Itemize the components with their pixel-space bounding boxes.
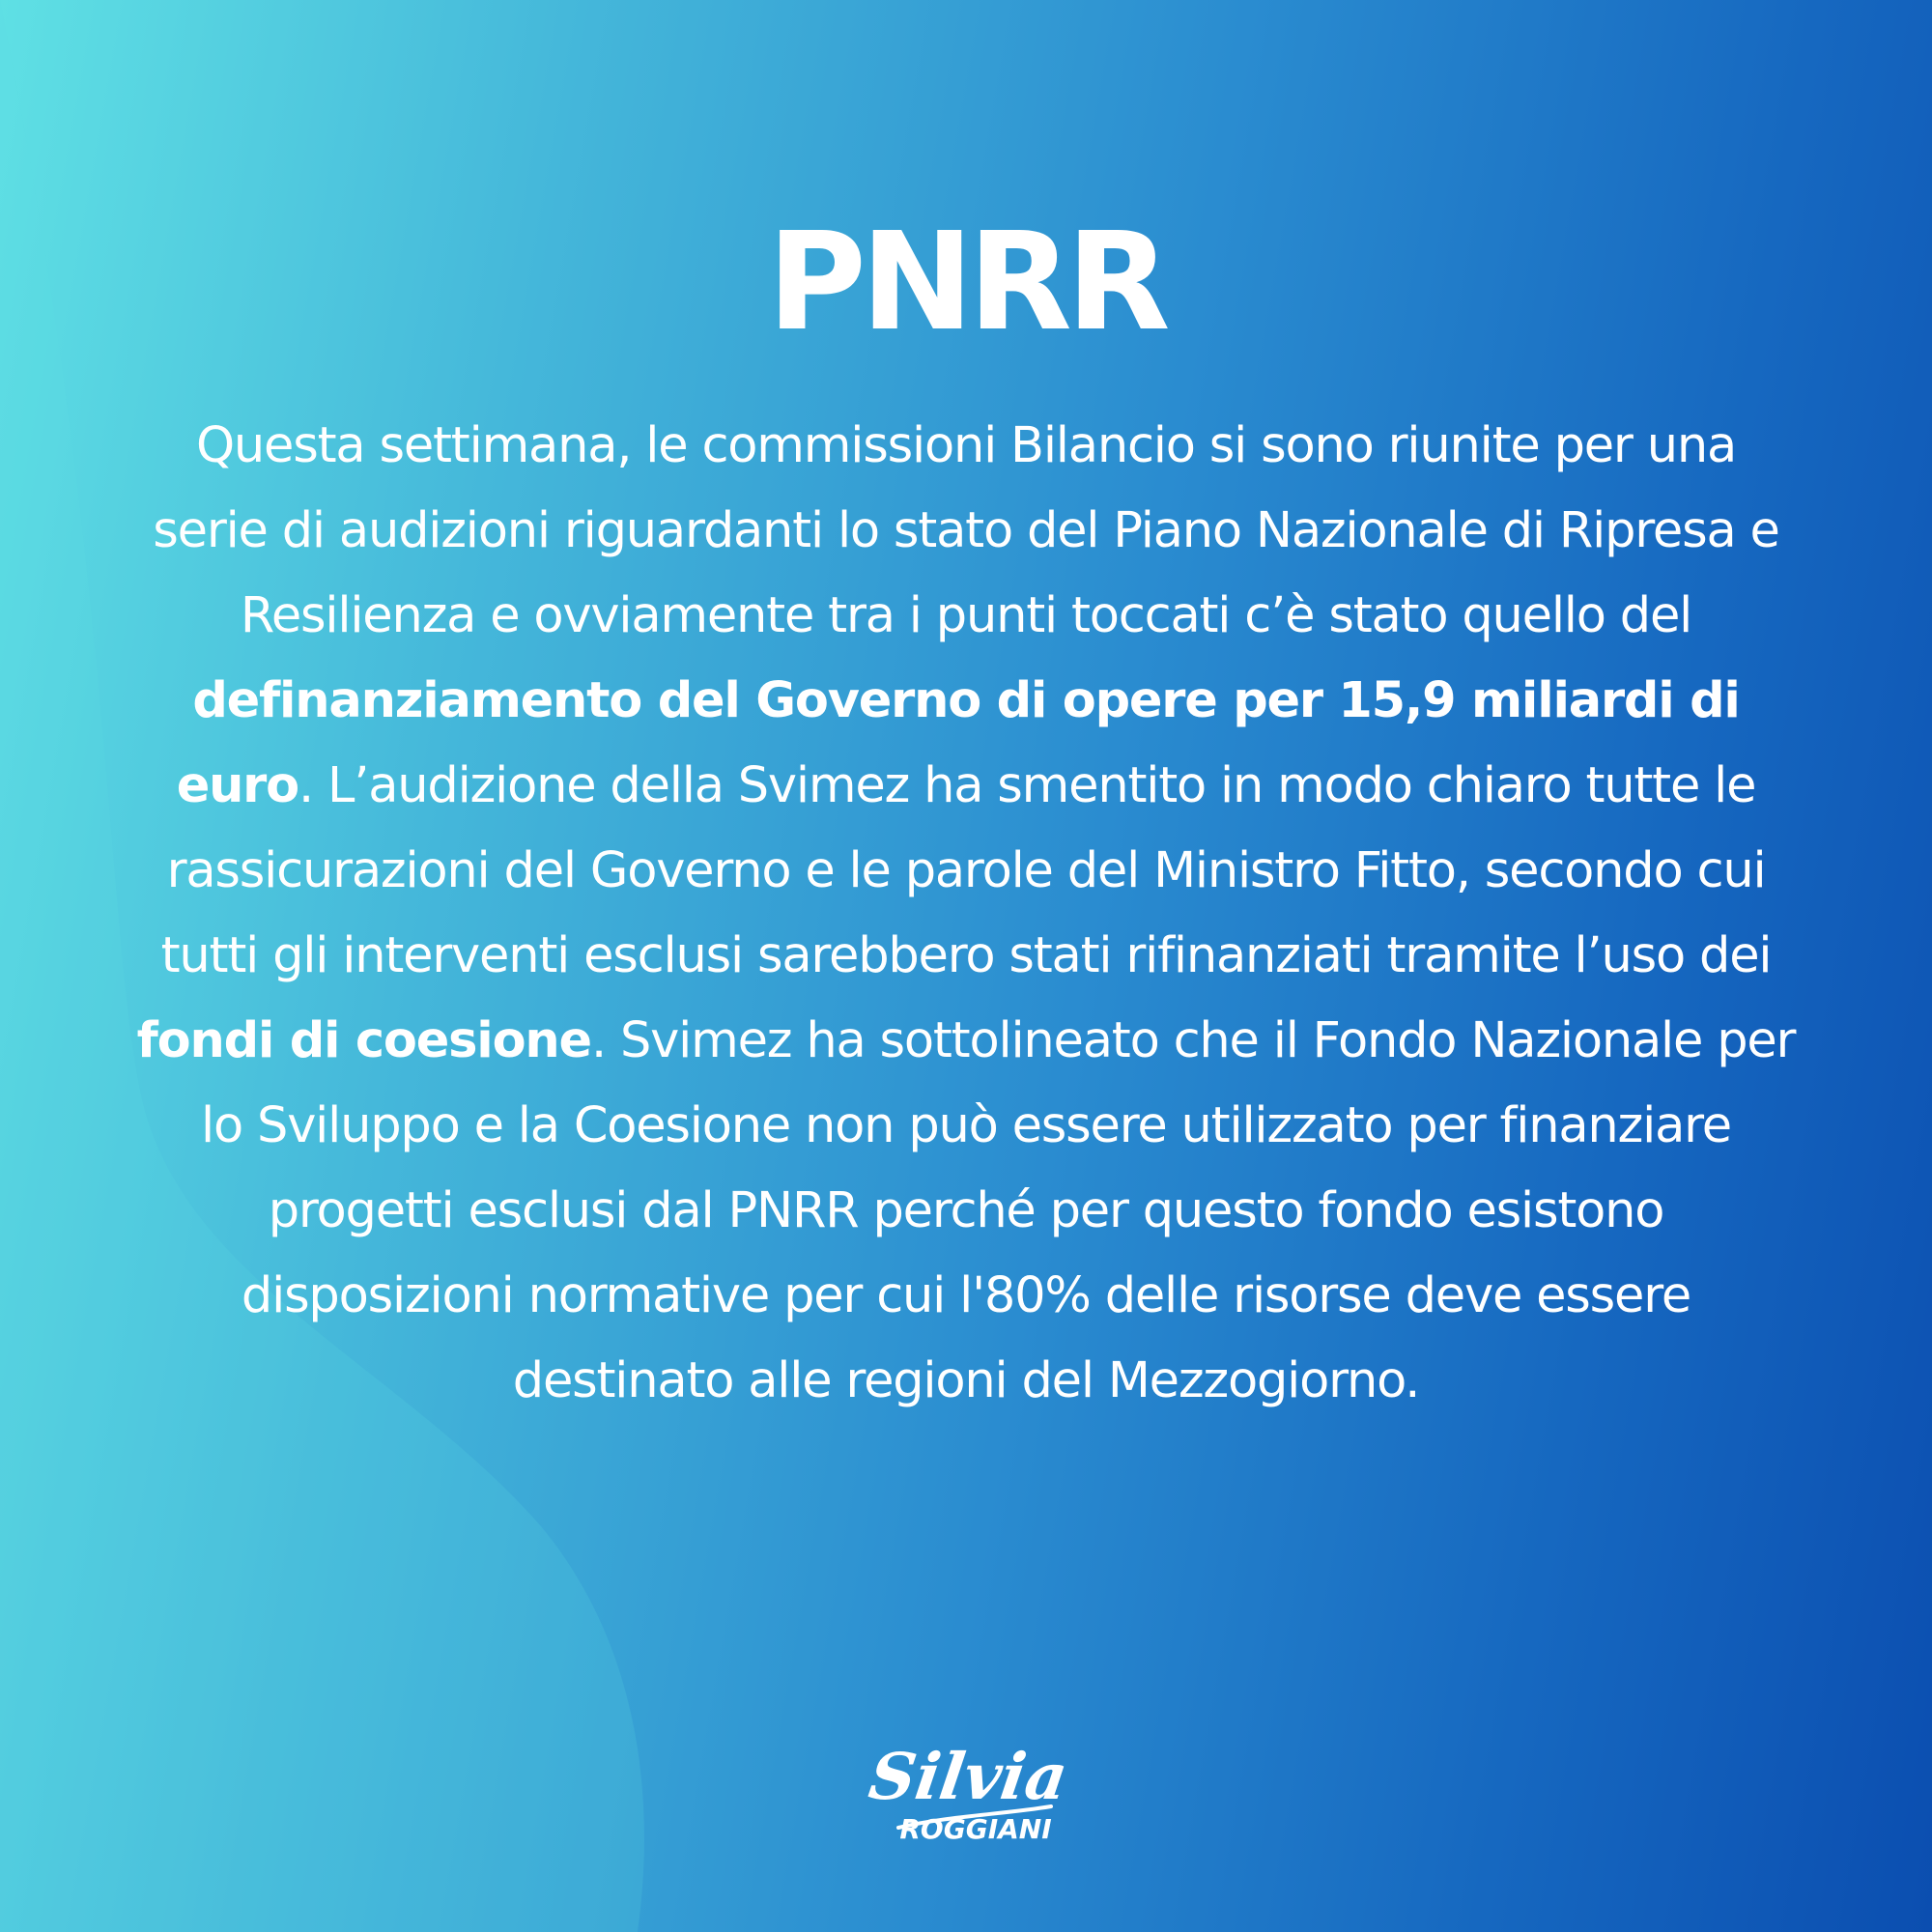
signature-first-name: Silvia [865,1739,1072,1814]
body-paragraph [135,404,1797,1424]
page-title: PNRR [767,204,1165,361]
paragraph-highlight: fondi di coesione [136,1012,591,1069]
paragraph-segment: . L’audizione della Svimez ha smentito in modo chiaro tutte le rassicurazioni del Governo e le parole del Ministro Fitto, secondo cui tutti gli interventi esclusi sarebbero stati rifinanziati tramite l’uso dei [160,757,1772,984]
paragraph-highlight: definanziamento del Governo di opere per 15,9 miliardi di euro [176,672,1740,814]
signature-logo [0,1739,1932,1855]
paragraph-segment: . Svimez ha sottolineato che il Fondo Nazionale per lo Sviluppo e la Coesione non può essere utilizzato per finanziare progetti esclusi dal PNRR perché per questo fondo esistono disposizioni normative per cui l'80% delle risorse deve essere destinato alle regioni del Mezzogiorno. [201,1012,1796,1409]
paragraph-segment: Questa settimana, le commissioni Bilancio si sono riunite per una serie di audizioni riguardanti lo stato del Piano Nazionale di Ripresa e Resilienza e ovviamente tra i punti toccati c’è stato quello del [153,417,1779,644]
signature-last-name: ROGGIANI [899,1813,1052,1845]
